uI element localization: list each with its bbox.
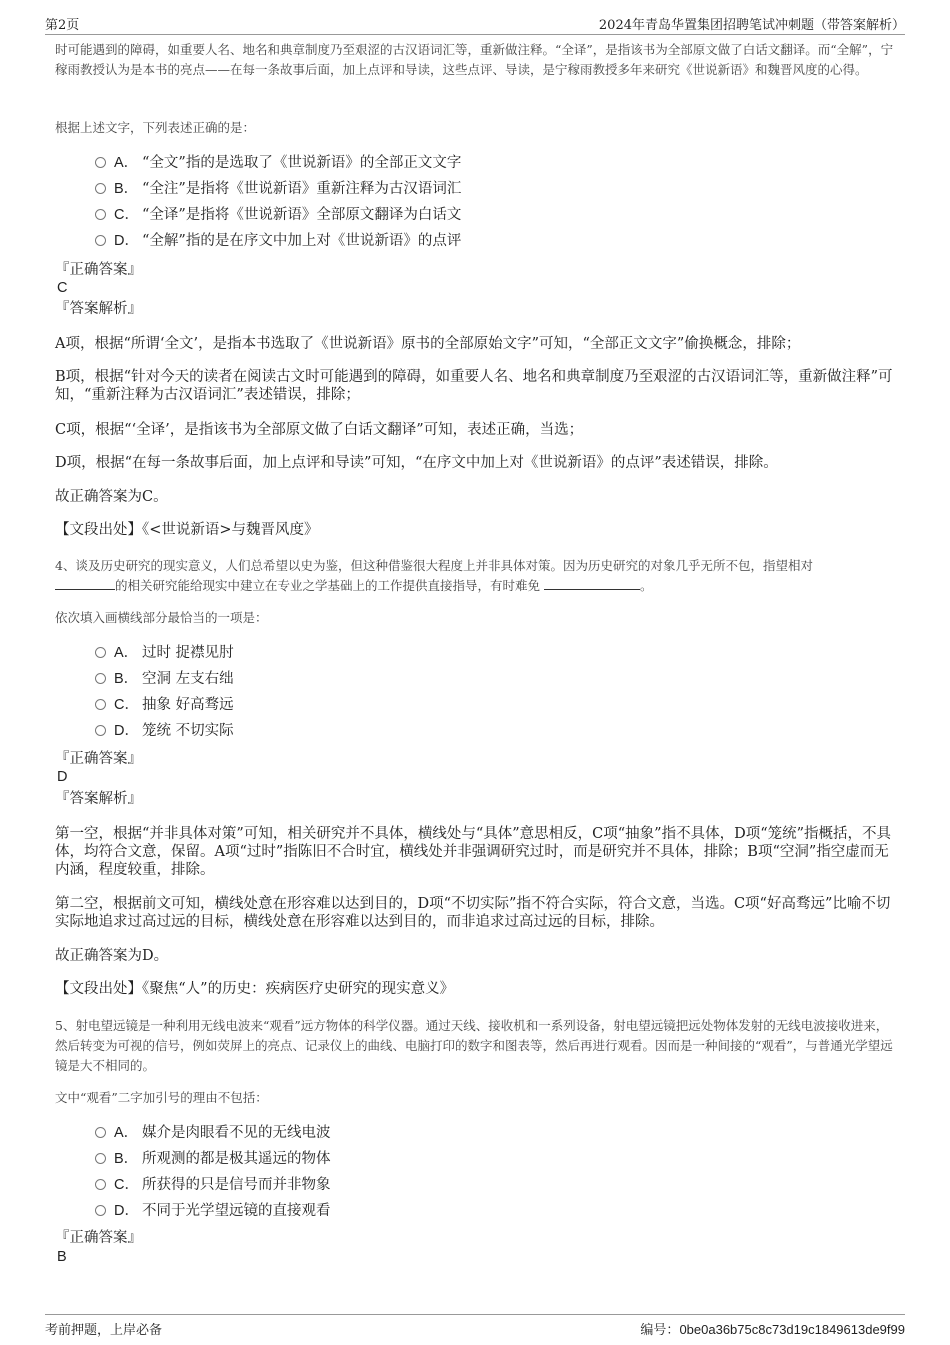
page-number: 第2页: [45, 18, 80, 33]
radio-icon[interactable]: [95, 673, 106, 684]
radio-icon[interactable]: [95, 1179, 106, 1190]
q4-analysis-label: 『答案解析』: [55, 791, 142, 807]
radio-icon[interactable]: [95, 1127, 106, 1138]
q4-conclusion: 故正确答案为D。: [55, 948, 169, 964]
radio-icon[interactable]: [95, 1205, 106, 1216]
q4-option-b[interactable]: B． 空洞 左支右绌: [95, 669, 234, 689]
blank-2: [544, 577, 640, 590]
q3-analysis-a: A项，根据“所谓‘全文’，是指本书选取了《世说新语》原书的全部原始文字”可知，“全部正文文字”偷换概念，排除；: [55, 336, 801, 352]
radio-icon[interactable]: [95, 235, 106, 246]
q4-answer-label: 『正确答案』: [55, 751, 142, 767]
q5-answer: B: [57, 1249, 67, 1265]
q3-option-b[interactable]: B． “全注”是指将《世说新语》重新注释为古汉语词汇: [95, 179, 461, 199]
q3-analysis-b: B项，根据“针对今天的读者在阅读古文时可能遇到的障碍，如重要人名、地名和典章制度乃至艰涩的古汉语词汇等，重新做注释”可知，“重新注释为古汉语词汇”表述错误，排除；: [55, 369, 893, 403]
radio-icon[interactable]: [95, 725, 106, 736]
footer-slogan: 考前押题，上岸必备: [45, 1323, 163, 1338]
q4-option-d[interactable]: D． 笼统 不切实际: [95, 721, 234, 741]
q3-analysis-label: 『答案解析』: [55, 301, 142, 317]
q3-conclusion: 故正确答案为C。: [55, 489, 168, 505]
q4-passage: 4、谈及历史研究的现实意义，人们总希望以史为鉴，但这种借鉴很大程度上并非具体对策。因为历史研究的对象几乎无所不包，指望相对 的相关研究能给现实中建立在专业之学基础上的工作提供直接指导，有时难免 。: [55, 558, 813, 593]
q4-question: 依次填入画横线部分最恰当的一项是：: [55, 610, 268, 625]
q3-analysis-c: C项，根据“‘全译’，是指该书为全部原文做了白话文翻译”可知，表述正确，当选；: [55, 422, 584, 438]
q3-source: 【文段出处】《<世说新语>与魏晋风度》: [55, 522, 319, 538]
q3-answer-label: 『正确答案』: [55, 262, 142, 278]
radio-icon[interactable]: [95, 647, 106, 658]
radio-icon[interactable]: [95, 209, 106, 220]
q3-option-a[interactable]: A． “全文”指的是选取了《世说新语》的全部正文文字: [95, 153, 461, 173]
q3-passage: 时可能遇到的障碍，如重要人名、地名和典章制度乃至艰涩的古汉语词汇等，重新做注释。“全译”，是指该书为全部原文做了白话文翻译。而“全解”，宁稼雨教授认为是本书的亮点——在每一条故事后面，加上点评和导读，这些点评、导读，是宁稼雨教授多年来研究《世说新语》和魏晋风度的心得。: [55, 42, 894, 77]
q5-answer-label: 『正确答案』: [55, 1230, 142, 1246]
q5-option-b[interactable]: B． 所观测的都是极其遥远的物体: [95, 1149, 331, 1169]
blank-1: [55, 577, 115, 590]
q4-analysis-1: 第一空，根据“并非具体对策”可知，相关研究并不具体，横线处与“具体”意思相反，C项“抽象”指不具体，D项“笼统”指概括，不具体，均符合文意，保留。A项“过时”指陈旧不合时宜，横线处并非强调研究过时，而是研究并不具体，排除；B项“空洞”指空虚而无内涵，程度较重，排除。: [55, 826, 892, 878]
q4-analysis-2: 第二空，根据前文可知，横线处意在形容难以达到目的，D项“不切实际”指不符合实际，符合文意，当选。C项“好高骛远”比喻不切实际地追求过高过远的目标，横线处意在形容难以达到目的，而非追求过高过远的目标，排除。: [55, 896, 891, 930]
radio-icon[interactable]: [95, 157, 106, 168]
radio-icon[interactable]: [95, 1153, 106, 1164]
q3-option-d[interactable]: D． “全解”指的是在序文中加上对《世说新语》的点评: [95, 231, 461, 251]
q4-answer: D: [57, 769, 68, 785]
document-title: 2024年青岛华置集团招聘笔试冲刺题（带答案解析）: [598, 18, 905, 33]
q5-option-a[interactable]: A． 媒介是肉眼看不见的无线电波: [95, 1123, 331, 1143]
page-header: [45, 14, 905, 35]
q3-question: 根据上述文字，下列表述正确的是：: [55, 120, 256, 135]
q4-source: 【文段出处】《聚焦“人”的历史：疾病医疗史研究的现实意义》: [55, 981, 455, 997]
document-code: 编号：0be0a36b75c8c73d19c1849613de9f99: [640, 1322, 905, 1338]
q5-option-c[interactable]: C． 所获得的只是信号而并非物象: [95, 1175, 331, 1195]
q5-passage: 5、射电望远镜是一种利用无线电波来“观看”远方物体的科学仪器。通过天线、接收机和一系列设备，射电望远镜把远处物体发射的无线电波接收进来，然后转变为可视的信号，例如荧屏上的亮点、记录仪上的曲线、电脑打印的数字和图表等，然后再进行观看。因而是一种间接的“观看”，与普通光学望远镜是大不相同的。: [55, 1018, 893, 1073]
q3-answer: C: [57, 280, 68, 296]
q5-question: 文中“观看”二字加引号的理由不包括：: [55, 1090, 268, 1105]
page-footer: [45, 1314, 905, 1337]
q4-option-c[interactable]: C． 抽象 好高骛远: [95, 695, 234, 715]
q3-option-c[interactable]: C． “全译”是指将《世说新语》全部原文翻译为白话文: [95, 205, 461, 225]
radio-icon[interactable]: [95, 183, 106, 194]
q4-option-a[interactable]: A． 过时 捉襟见肘: [95, 643, 234, 663]
q3-analysis-d: D项，根据“在每一条故事后面，加上点评和导读”可知，“在序文中加上对《世说新语》的点评”表述错误，排除。: [55, 455, 778, 471]
radio-icon[interactable]: [95, 699, 106, 710]
q5-option-d[interactable]: D． 不同于光学望远镜的直接观看: [95, 1201, 331, 1221]
